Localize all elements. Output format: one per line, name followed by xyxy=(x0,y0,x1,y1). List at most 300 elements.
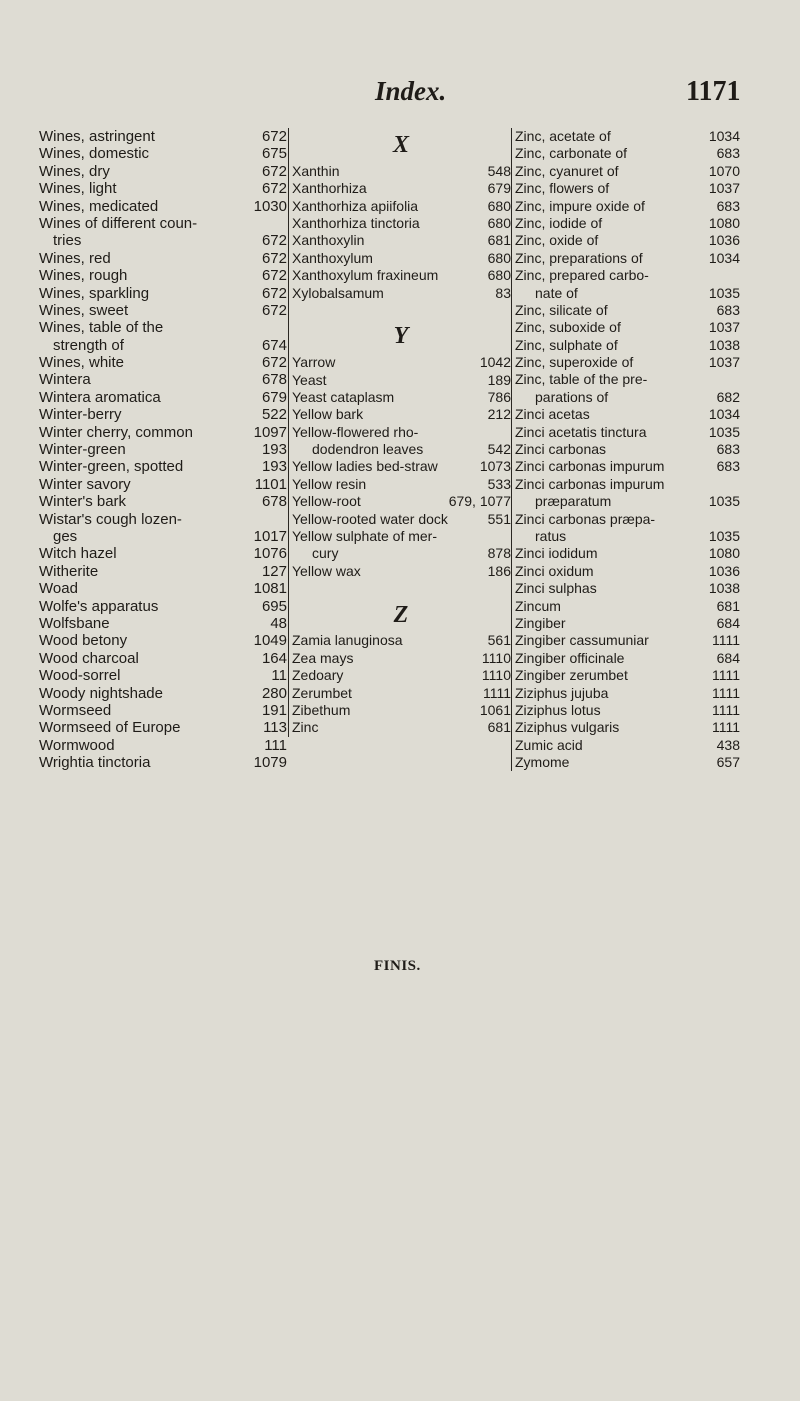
page-header xyxy=(0,76,800,116)
entry-term: Yellow sulphate of mer- xyxy=(292,528,438,545)
entry-page-number: 1037 xyxy=(708,180,740,197)
entry-term: Yellow bark xyxy=(292,406,364,423)
index-entry xyxy=(512,267,744,284)
entry-term: Wines, rough xyxy=(39,267,128,285)
entry-term: Zingiber zerumbet xyxy=(515,667,628,684)
index-entry xyxy=(512,476,744,493)
entry-page-number: 186 xyxy=(487,562,511,579)
entry-page-number: 1049 xyxy=(253,632,287,650)
entry-term: Witherite xyxy=(39,562,99,580)
index-entry xyxy=(39,354,289,371)
index-entry xyxy=(512,424,744,441)
entry-page-number: 657 xyxy=(716,754,740,771)
entry-page-number: 1110 xyxy=(481,649,511,666)
entry-page-number: 672 xyxy=(261,284,287,302)
entry-page-number: 683 xyxy=(716,301,740,318)
section-z-entries xyxy=(289,632,513,736)
entry-term: Winter savory xyxy=(39,475,131,493)
index-entry xyxy=(289,267,513,284)
entry-term: Xylobalsamum xyxy=(292,284,384,301)
entry-page-number: 111 xyxy=(264,736,287,754)
entry-page-number: 438 xyxy=(716,736,740,753)
entry-term: Zingiber cassumuniar xyxy=(515,632,649,649)
index-entry xyxy=(289,719,513,736)
index-entry xyxy=(512,598,744,615)
entry-term: Wines, table of the xyxy=(39,319,164,337)
entry-page-number: 786 xyxy=(487,388,511,405)
entry-term: Xanthoxylin xyxy=(292,232,365,249)
entry-page-number: 1037 xyxy=(708,319,740,336)
index-entry xyxy=(289,389,513,406)
entry-term: Wines, dry xyxy=(39,162,110,180)
entry-page-number: 672 xyxy=(261,180,287,198)
entry-term: Wormwood xyxy=(39,736,115,754)
entry-page-number: 561 xyxy=(487,632,511,649)
entry-term: Wines, white xyxy=(39,354,125,372)
index-entry xyxy=(289,667,513,684)
entry-page-number: 193 xyxy=(261,458,287,476)
entry-page-number: 1035 xyxy=(708,284,740,301)
entry-page-number: 672 xyxy=(261,232,287,250)
entry-term: Zinci carbonas præpa- xyxy=(515,510,656,527)
index-column-1 xyxy=(39,128,289,771)
entry-term: Winter-green xyxy=(39,441,126,459)
entry-page-number: 1111 xyxy=(711,632,740,649)
entry-page-number: 83 xyxy=(495,284,511,301)
index-entry xyxy=(512,145,744,162)
entry-term: Zumic acid xyxy=(515,736,583,753)
entry-term: Wines, red xyxy=(39,249,111,267)
index-entry xyxy=(39,458,289,475)
entry-page-number: 1061 xyxy=(479,701,511,718)
entry-term: Xanthorhiza xyxy=(292,180,367,197)
index-entry xyxy=(39,615,289,632)
index-entry xyxy=(289,511,513,528)
entry-page-number: 522 xyxy=(261,406,287,424)
index-entry xyxy=(289,406,513,423)
entry-term: Yellow resin xyxy=(292,475,367,492)
entry-term: Zinci oxidum xyxy=(515,562,594,579)
entry-page-number: 678 xyxy=(261,493,287,511)
entry-term: Zinc, cyanuret of xyxy=(515,162,619,179)
entry-page-number: 1097 xyxy=(253,423,287,441)
entry-term: Wines of different coun- xyxy=(39,214,198,232)
entry-page-number: 1038 xyxy=(708,336,740,353)
entry-term: Yellow-flowered rho- xyxy=(292,423,419,440)
index-entry xyxy=(289,545,513,562)
entry-page-number: 1111 xyxy=(711,667,740,684)
entry-term: Ziziphus lotus xyxy=(515,701,601,718)
entry-term: Zinci acetatis tinctura xyxy=(515,423,647,440)
page-number: 1171 xyxy=(686,76,741,107)
index-entry xyxy=(39,163,289,180)
entry-term: Xanthorhiza apiifolia xyxy=(292,197,419,214)
index-column-3 xyxy=(511,128,744,771)
entry-page-number: 680 xyxy=(487,197,511,214)
entry-page-number: 189 xyxy=(487,371,511,388)
index-entry xyxy=(39,441,289,458)
entry-term: Wood charcoal xyxy=(39,649,139,667)
entry-term: Zinci sulphas xyxy=(515,580,597,597)
entry-page-number: 551 xyxy=(487,510,511,527)
entry-page-number: 681 xyxy=(487,232,511,249)
entry-page-number: 683 xyxy=(716,145,740,162)
index-entry xyxy=(39,598,289,615)
entry-page-number: 1079 xyxy=(253,754,287,772)
entry-page-number: 1101 xyxy=(254,475,287,493)
entry-page-number: 212 xyxy=(487,406,511,423)
index-entry xyxy=(512,215,744,232)
index-entry xyxy=(39,685,289,702)
index-entry xyxy=(512,615,744,632)
index-entry xyxy=(512,650,744,667)
entry-page-number: 672 xyxy=(261,267,287,285)
index-entry xyxy=(39,702,289,719)
index-entry xyxy=(39,337,289,354)
entry-term: ratus xyxy=(535,527,567,544)
entry-page-number: 280 xyxy=(261,684,287,702)
entry-term: Zinc xyxy=(292,719,319,736)
entry-term: Zinci iodidum xyxy=(515,545,598,562)
entry-term: Yeast xyxy=(292,371,327,388)
entry-term: Wines, domestic xyxy=(39,145,150,163)
index-entry xyxy=(289,441,513,458)
index-entry xyxy=(512,319,744,336)
entry-page-number: 1111 xyxy=(482,684,511,701)
index-entry xyxy=(512,198,744,215)
entry-term: Zinc, acetate of xyxy=(515,128,611,144)
entry-term: Xanthoxylum xyxy=(292,249,373,266)
entry-term: Winter's bark xyxy=(39,493,127,511)
entry-term: Zinc, silicate of xyxy=(515,301,608,318)
entry-page-number: 683 xyxy=(716,441,740,458)
entry-term: Wormseed of Europe xyxy=(39,719,181,737)
entry-term: Yellow wax xyxy=(292,562,361,579)
entry-term: Yellow ladies bed-straw xyxy=(292,458,438,475)
index-entry xyxy=(512,285,744,302)
entry-page-number: 1073 xyxy=(479,458,511,475)
index-entry xyxy=(289,232,513,249)
entry-page-number: 1070 xyxy=(708,162,740,179)
entry-page-number: 682 xyxy=(716,388,740,405)
entry-page-number: 1111 xyxy=(711,701,740,718)
entry-page-number: 113 xyxy=(263,719,287,737)
index-entry xyxy=(289,372,513,389)
index-entry xyxy=(512,441,744,458)
entry-page-number: 533 xyxy=(487,475,511,492)
index-entry xyxy=(39,406,289,423)
section-heading-z: Z xyxy=(393,601,409,628)
index-entry xyxy=(512,371,744,388)
index-entry xyxy=(512,180,744,197)
entry-term: Zinci acetas xyxy=(515,406,590,423)
entry-term: Wines, light xyxy=(39,180,117,198)
index-entry xyxy=(512,702,744,719)
entry-page-number: 678 xyxy=(261,371,287,389)
entry-term: Zinc, prepared carbo- xyxy=(515,267,649,284)
entry-page-number: 1042 xyxy=(479,354,511,371)
index-entry xyxy=(289,215,513,232)
entry-term: Wintera xyxy=(39,371,91,389)
entry-term: Zinci carbonas impurum xyxy=(515,475,665,492)
entry-page-number: 680 xyxy=(487,267,511,284)
entry-term: Winter-green, spotted xyxy=(39,458,184,476)
entry-page-number: 672 xyxy=(261,354,287,372)
index-entry xyxy=(39,476,289,493)
entry-term: Yarrow xyxy=(292,354,336,371)
entry-term: Zamia lanuginosa xyxy=(292,632,403,649)
entry-page-number: 127 xyxy=(261,562,287,580)
entry-page-number: 1034 xyxy=(708,406,740,423)
index-entry xyxy=(512,389,744,406)
entry-term: Zinc, preparations of xyxy=(515,249,643,266)
entry-term: Woad xyxy=(39,580,78,598)
entry-page-number: 1038 xyxy=(708,580,740,597)
index-entry xyxy=(39,180,289,197)
entry-term: Wolfe's apparatus xyxy=(39,597,159,615)
index-entry xyxy=(512,754,744,771)
entry-term: Zincum xyxy=(515,597,561,614)
index-entry xyxy=(39,285,289,302)
index-entry xyxy=(512,232,744,249)
entry-term: Yeast cataplasm xyxy=(292,388,395,405)
entry-page-number: 48 xyxy=(270,614,287,632)
entry-term: Ziziphus jujuba xyxy=(515,684,609,701)
entry-page-number: 164 xyxy=(261,649,287,667)
entry-term: præparatum xyxy=(535,493,612,510)
entry-term: Wines, sweet xyxy=(39,301,129,319)
entry-term: Woody nightshade xyxy=(39,684,163,702)
entry-term: Zymome xyxy=(515,754,570,771)
index-entry xyxy=(39,719,289,736)
entry-page-number: 672 xyxy=(261,128,287,145)
entry-term: Zinci carbonas impurum xyxy=(515,458,665,475)
entry-term: Xanthorhiza tinctoria xyxy=(292,214,420,231)
entry-page-number: 1111 xyxy=(711,684,740,701)
entry-page-number: 878 xyxy=(487,545,511,562)
index-entry xyxy=(39,528,289,545)
index-entry xyxy=(289,528,513,545)
index-entry xyxy=(289,285,513,302)
index-entry xyxy=(289,563,513,580)
index-entry xyxy=(512,528,744,545)
entry-term: Winter cherry, common xyxy=(39,423,193,441)
entry-page-number: 1035 xyxy=(708,423,740,440)
entry-term: Zinc, oxide of xyxy=(515,232,599,249)
index-entry xyxy=(39,650,289,667)
entry-term: Witch hazel xyxy=(39,545,117,563)
entry-term: dodendron leaves xyxy=(312,441,424,458)
index-entry xyxy=(289,354,513,371)
index-entry xyxy=(512,667,744,684)
entry-page-number: 681 xyxy=(716,597,740,614)
index-entry xyxy=(512,458,744,475)
entry-term: Wood-sorrel xyxy=(39,667,121,685)
entry-page-number: 695 xyxy=(261,597,287,615)
entry-page-number: 675 xyxy=(261,145,287,163)
entry-page-number: 672 xyxy=(261,162,287,180)
index-entry xyxy=(39,145,289,162)
index-entry xyxy=(39,250,289,267)
index-entry xyxy=(39,493,289,510)
entry-term: Zinci carbonas xyxy=(515,441,607,458)
entry-page-number: 1036 xyxy=(708,232,740,249)
index-entry xyxy=(39,215,289,232)
entry-term: Zerumbet xyxy=(292,684,352,701)
entry-term: Yellow-rooted water dock xyxy=(292,510,448,527)
index-entry xyxy=(512,354,744,371)
index-entry xyxy=(512,563,744,580)
entry-term: Zingiber officinale xyxy=(515,649,625,666)
entry-term: Zinc, iodide of xyxy=(515,214,603,231)
section-heading-y: Y xyxy=(393,323,409,350)
entry-page-number: 679, 1077 xyxy=(448,493,511,510)
entry-term: Wintera aromatica xyxy=(39,388,161,406)
entry-term: Zedoary xyxy=(292,667,344,684)
entry-page-number: 672 xyxy=(261,301,287,319)
index-entry xyxy=(39,389,289,406)
entry-page-number: 1110 xyxy=(481,667,511,684)
section-y-entries xyxy=(289,354,513,580)
entry-term: parations of xyxy=(535,388,609,405)
index-entry xyxy=(289,702,513,719)
index-entry xyxy=(512,163,744,180)
entry-term: Xanthin xyxy=(292,162,340,179)
entry-page-number: 1081 xyxy=(253,580,287,598)
index-entry xyxy=(512,545,744,562)
entry-term: Wines, sparkling xyxy=(39,284,150,302)
entry-term: nate of xyxy=(535,284,578,301)
entry-term: Zibethum xyxy=(292,701,351,718)
entry-term: Wines, astringent xyxy=(39,128,155,145)
index-entry xyxy=(289,198,513,215)
entry-page-number: 191 xyxy=(261,701,287,719)
entry-page-number: 548 xyxy=(487,162,511,179)
entry-page-number: 11 xyxy=(271,667,287,685)
index-entry xyxy=(39,580,289,597)
index-entry xyxy=(39,319,289,336)
index-entry xyxy=(512,632,744,649)
index-entry xyxy=(39,198,289,215)
entry-page-number: 684 xyxy=(716,614,740,631)
index-entry xyxy=(39,632,289,649)
index-entry xyxy=(39,232,289,249)
index-entry xyxy=(39,371,289,388)
entry-page-number: 193 xyxy=(261,441,287,459)
entry-term: Zinc, carbonate of xyxy=(515,145,628,162)
index-entry xyxy=(289,458,513,475)
entry-term: Xanthoxylum fraxineum xyxy=(292,267,439,284)
index-column-2 xyxy=(288,128,513,737)
entry-term: Wrightia tinctoria xyxy=(39,754,151,772)
index-entry xyxy=(39,737,289,754)
entry-term: tries xyxy=(53,232,82,250)
entry-term: Wormseed xyxy=(39,701,112,719)
entry-term: Zinc, table of the pre- xyxy=(515,371,648,388)
entry-term: Winter-berry xyxy=(39,406,122,424)
index-entry xyxy=(512,737,744,754)
index-entry xyxy=(512,302,744,319)
entry-page-number: 679 xyxy=(261,388,287,406)
entry-term: Wood betony xyxy=(39,632,128,650)
entry-page-number: 1036 xyxy=(708,562,740,579)
index-entry xyxy=(289,650,513,667)
entry-term: Zingiber xyxy=(515,614,566,631)
page-title: Index. xyxy=(375,76,447,106)
entry-term: strength of xyxy=(53,336,124,354)
index-entry xyxy=(39,302,289,319)
entry-term: Wines, medicated xyxy=(39,197,159,215)
entry-page-number: 680 xyxy=(487,249,511,266)
entry-term: Zinc, suboxide of xyxy=(515,319,621,336)
entry-term: Zinc, flowers of xyxy=(515,180,610,197)
index-entry xyxy=(512,685,744,702)
index-entry xyxy=(39,128,289,145)
index-entry xyxy=(39,267,289,284)
entry-term: Yellow-root xyxy=(292,493,361,510)
entry-term: Wistar's cough lozen- xyxy=(39,510,182,528)
entry-page-number: 1034 xyxy=(708,128,740,144)
entry-page-number: 1080 xyxy=(708,545,740,562)
finis-label: FINIS. xyxy=(374,958,421,974)
entry-page-number: 683 xyxy=(716,458,740,475)
index-entry xyxy=(512,250,744,267)
index-entry xyxy=(512,128,744,145)
entry-page-number: 683 xyxy=(716,197,740,214)
index-entry xyxy=(39,545,289,562)
entry-page-number: 672 xyxy=(261,249,287,267)
entry-page-number: 674 xyxy=(261,336,287,354)
index-entry xyxy=(289,180,513,197)
entry-term: Zinc, impure oxide of xyxy=(515,197,645,214)
index-entry xyxy=(512,580,744,597)
index-entry xyxy=(289,685,513,702)
index-entry xyxy=(39,424,289,441)
index-entry xyxy=(289,476,513,493)
entry-term: ges xyxy=(53,527,78,545)
index-entry xyxy=(39,754,289,771)
entry-page-number: 1030 xyxy=(253,197,287,215)
entry-page-number: 680 xyxy=(487,214,511,231)
entry-page-number: 1080 xyxy=(708,214,740,231)
entry-page-number: 684 xyxy=(716,649,740,666)
entry-page-number: 1035 xyxy=(708,493,740,510)
index-entry xyxy=(289,424,513,441)
index-entry xyxy=(512,406,744,423)
index-entry xyxy=(289,493,513,510)
entry-page-number: 1035 xyxy=(708,527,740,544)
entry-page-number: 681 xyxy=(487,719,511,736)
entry-term: Ziziphus vulgaris xyxy=(515,719,620,736)
entry-term: Zinc, sulphate of xyxy=(515,336,618,353)
index-entry xyxy=(39,667,289,684)
entry-page-number: 542 xyxy=(487,441,511,458)
entry-page-number: 1076 xyxy=(253,545,287,563)
entry-page-number: 1017 xyxy=(253,527,287,545)
index-entry xyxy=(289,250,513,267)
index-entry xyxy=(289,163,513,180)
section-x-entries xyxy=(289,163,513,302)
index-entry xyxy=(512,511,744,528)
entry-page-number: 1037 xyxy=(708,354,740,371)
index-entry xyxy=(289,632,513,649)
entry-term: Zinc, superoxide of xyxy=(515,354,634,371)
entry-page-number: 679 xyxy=(487,180,511,197)
index-entry xyxy=(512,493,744,510)
index-entry xyxy=(39,563,289,580)
index-entry xyxy=(512,337,744,354)
entry-term: Wolfsbane xyxy=(39,614,110,632)
